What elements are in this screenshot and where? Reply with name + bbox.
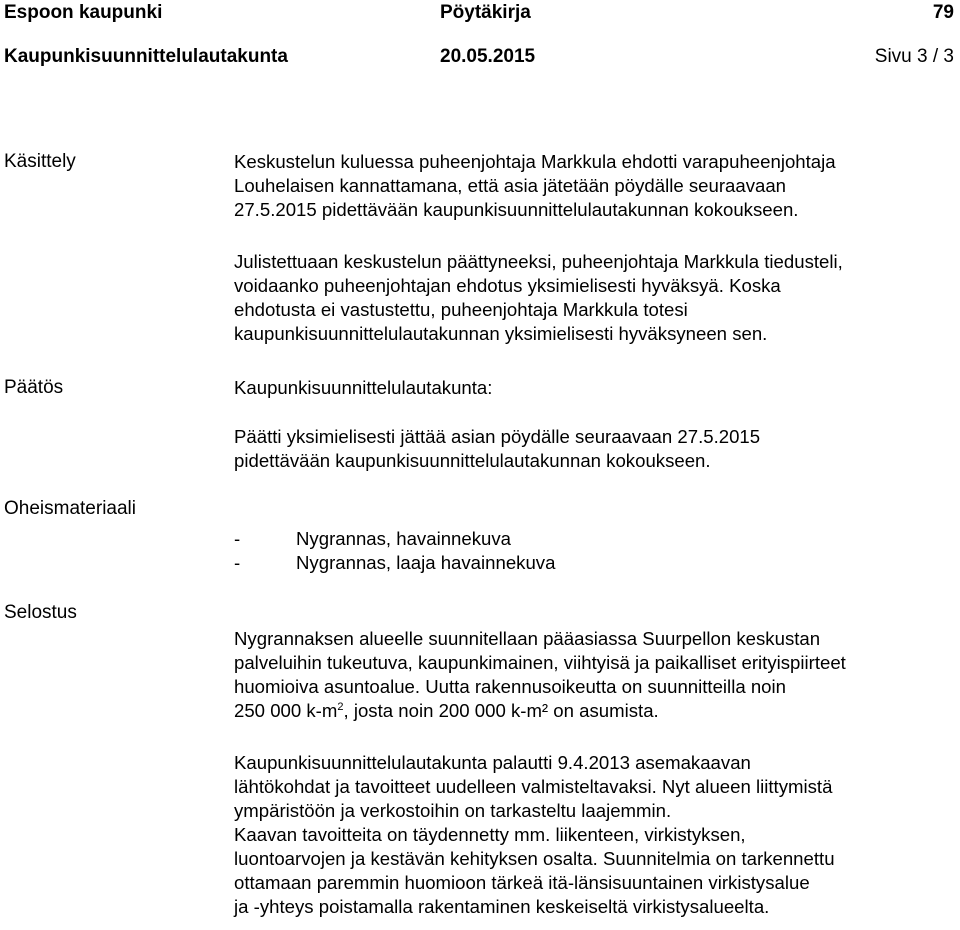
attachment-list xyxy=(234,527,960,575)
text-line-with-superscript xyxy=(234,699,960,723)
text-line: Nygrannaksen alueelle suunnitellaan pääasiassa Suurpellon keskustan xyxy=(234,628,821,649)
text-line: ja -yhteys poistamalla rakentaminen keskeiseltä virkistysalueelta. xyxy=(234,896,770,917)
selostus-paragraph-2 xyxy=(234,751,960,919)
text-line: pidettävään kaupunkisuunnittelulautakunnan kokoukseen. xyxy=(234,450,711,471)
text-line: kaupunkisuunnittelulautakunnan yksimielisesti hyväksyneen sen. xyxy=(234,323,768,344)
paatos-text xyxy=(234,425,960,473)
section-label-selostus: Selostus xyxy=(4,602,77,623)
text-line: palveluihin tukeutuva, kaupunkimainen, viihtyisä ja paikalliset erityispiirteet xyxy=(234,652,846,673)
selostus-paragraph-1 xyxy=(234,627,960,723)
text-line: 27.5.2015 pidettävään kaupunkisuunnittelulautakunnan kokoukseen. xyxy=(234,199,799,220)
list-dash: - xyxy=(234,528,241,549)
section-label-kasittely: Käsittely xyxy=(4,151,76,172)
text-line: lähtökohdat ja tavoitteet uudelleen valmisteltavaksi. Nyt alueen liittymistä xyxy=(234,776,833,797)
text-line: Kaupunkisuunnittelulautakunta palautti 9.4.2013 asemakaavan xyxy=(234,752,751,773)
list-dash: - xyxy=(234,552,241,573)
paatos-heading: Kaupunkisuunnittelulautakunta: xyxy=(234,377,493,398)
text-fragment: 250 000 k-m xyxy=(234,700,338,721)
page-number: Sivu 3 / 3 xyxy=(874,46,954,67)
section-number: 79 xyxy=(932,2,954,23)
committee-name: Kaupunkisuunnittelulautakunta xyxy=(4,46,288,67)
meeting-date: 20.05.2015 xyxy=(440,46,536,67)
kasittely-paragraph-1 xyxy=(234,150,960,222)
text-line: Keskustelun kuluessa puheenjohtaja Markkula ehdotti varapuheenjohtaja xyxy=(234,151,836,172)
document-type: Pöytäkirja xyxy=(440,2,531,23)
kasittely-paragraph-2 xyxy=(234,250,960,346)
text-line: luontoarvojen ja kestävän kehityksen osalta. Suunnitelmia on tarkennettu xyxy=(234,848,835,869)
text-line: ympäristöön ja verkostoihin on tarkasteltu laajemmin. xyxy=(234,800,672,821)
org-name: Espoon kaupunki xyxy=(4,2,163,23)
text-line: Julistettuaan keskustelun päättyneeksi, puheenjohtaja Markkula tiedusteli, xyxy=(234,251,843,272)
text-line: huomioiva asuntoalue. Uutta rakennusoikeutta on suunnitteilla noin xyxy=(234,676,786,697)
text-line: Päätti yksimielisesti jättää asian pöydälle seuraavaan 27.5.2015 xyxy=(234,426,761,447)
section-label-oheismateriaali: Oheismateriaali xyxy=(4,498,136,519)
list-item xyxy=(234,551,960,575)
text-line: ottamaan paremmin huomioon tärkeä itä-länsisuuntainen virkistysalue xyxy=(234,872,810,893)
attachment-title: Nygrannas, havainnekuva xyxy=(296,528,511,549)
text-line: Louhelaisen kannattamana, että asia jätetään pöydälle seuraavaan xyxy=(234,175,787,196)
section-label-paatos: Päätös xyxy=(4,377,64,398)
attachment-title: Nygrannas, laaja havainnekuva xyxy=(296,552,556,573)
superscript: 2 xyxy=(337,700,344,713)
text-line: voidaanko puheenjohtajan ehdotus yksimielisesti hyväksyä. Koska xyxy=(234,275,781,296)
text-fragment: , josta noin 200 000 k-m² on asumista. xyxy=(343,700,659,721)
text-line: ehdotusta ei vastustettu, puheenjohtaja Markkula totesi xyxy=(234,299,688,320)
text-line: Kaavan tavoitteita on täydennetty mm. liikenteen, virkistyksen, xyxy=(234,824,746,845)
list-item xyxy=(234,527,960,551)
